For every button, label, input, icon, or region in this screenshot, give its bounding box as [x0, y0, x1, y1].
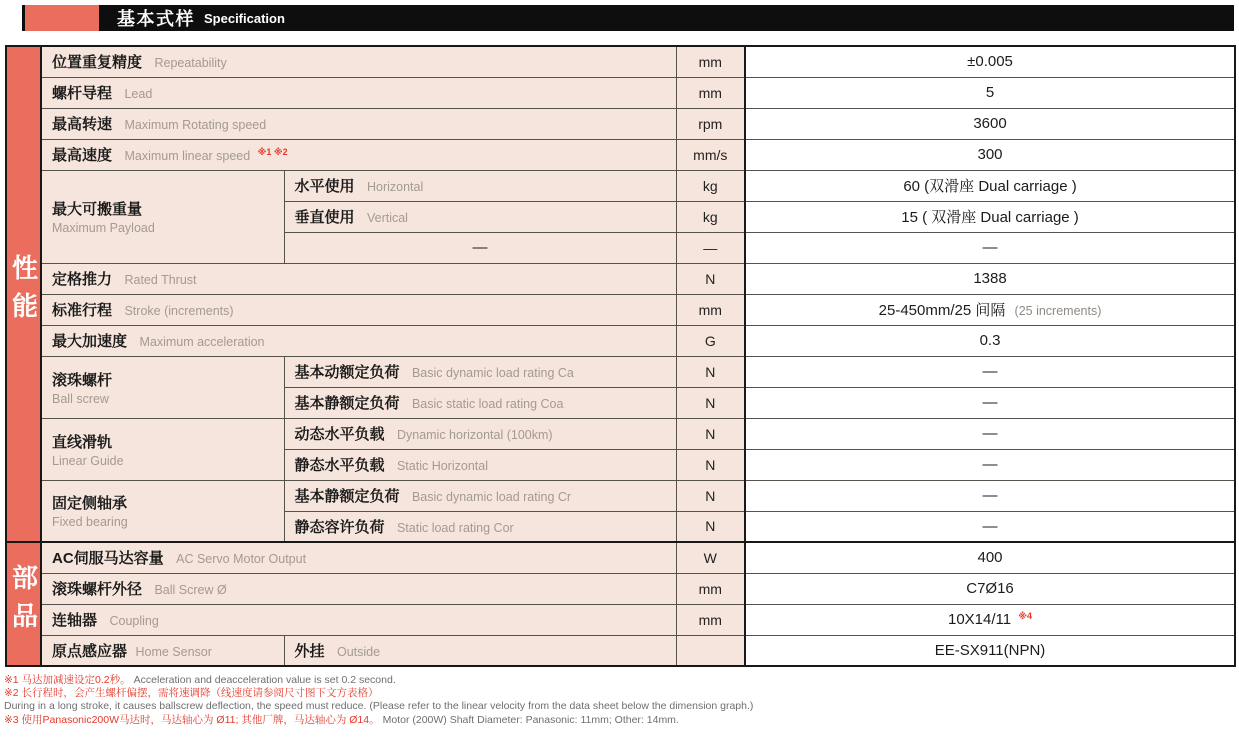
- sub-label-static-load-cor: [284, 511, 676, 542]
- label-zh: 基本动额定负荷: [294, 364, 400, 381]
- value-cell: 15 ( 双滑座 Dual carriage ): [745, 201, 1235, 232]
- section-header-bar: [22, 5, 1234, 31]
- value-cell: C7Ø16: [745, 573, 1235, 604]
- footnote-3-zh: ※3 使用Panasonic200W马达时，马达轴心为 Ø11; 其他厂牌，马达轴心为 Ø14。: [4, 713, 380, 726]
- unit-cell: N: [676, 263, 745, 294]
- label-en: Stroke (increments): [124, 304, 234, 318]
- group-label-max-payload: [41, 170, 284, 263]
- value-cell: 300: [745, 139, 1235, 170]
- table-row: [6, 480, 1235, 511]
- label-zh: 标准行程: [52, 302, 113, 319]
- group-zh: 滚珠螺杆: [52, 371, 113, 389]
- footnote-1: [4, 674, 1239, 687]
- value-cell: —: [745, 387, 1235, 418]
- group-en: Ball screw: [52, 391, 109, 406]
- unit-cell: kg: [676, 201, 745, 232]
- group-label-ball-screw: [41, 356, 284, 418]
- footnote-1-zh: ※1 马达加减速设定0.2秒。: [4, 674, 131, 686]
- footnote-2-zh: [4, 687, 1239, 700]
- group-label-linear-guide: [41, 418, 284, 480]
- group-zh: 最大可搬重量: [52, 201, 143, 218]
- group-en: Linear Guide: [52, 453, 124, 468]
- row-label-rated-thrust: [41, 263, 676, 294]
- table-row: [6, 604, 1235, 635]
- label-en: AC Servo Motor Output: [176, 552, 307, 567]
- label-zh: 位置重复精度: [52, 54, 143, 72]
- sub-label-static-load-coa: [284, 387, 676, 418]
- value-cell: 400: [745, 542, 1235, 573]
- unit-cell: N: [676, 449, 745, 480]
- row-label-max-linear-speed: [41, 139, 676, 170]
- label-zh: 外挂: [294, 642, 325, 660]
- value-text: 10X14/11: [947, 611, 1012, 628]
- footnote-3-en: Motor (200W) Shaft Diameter: Panasonic: 11mm; Other: 14mm.: [382, 713, 679, 726]
- unit-cell: kg: [676, 170, 745, 201]
- unit-cell: mm: [676, 46, 745, 77]
- label-zh: 原点感应器: [52, 642, 128, 660]
- label-en: Vertical: [366, 211, 408, 225]
- value-cell: —: [745, 232, 1235, 263]
- unit-cell: mm: [676, 77, 745, 108]
- footnote-2-en: During in a long stroke, it causes ballscrew deflection, the speed must reduce. (Please refer to the linear velocity from the data sheet below the dimension graph.): [4, 700, 754, 713]
- label-en: Rated Thrust: [124, 273, 197, 287]
- group-en: Maximum Payload: [52, 221, 155, 235]
- label-zh: 滚珠螺杆外径: [52, 581, 143, 598]
- value-cell: EE-SX911(NPN): [745, 635, 1235, 666]
- value-cell: —: [745, 418, 1235, 449]
- label-en: Basic dynamic load rating Cr: [411, 490, 572, 504]
- label-en: Basic dynamic load rating Ca: [411, 366, 574, 380]
- specification-table: [5, 45, 1236, 667]
- sub-label-vertical: [284, 201, 676, 232]
- table-row: [6, 46, 1235, 77]
- footnote-2-zh-text: ※2 长行程时，会产生螺杆偏摆，需将速调降（线速度请参阅尺寸图下文方表格）: [4, 687, 379, 700]
- label-en: Maximum linear speed: [124, 149, 251, 163]
- table-row: [6, 542, 1235, 573]
- footnotes: [4, 674, 1239, 727]
- sub-label-dynamic-load-ca: [284, 356, 676, 387]
- unit-cell: N: [676, 387, 745, 418]
- value-cell: —: [745, 480, 1235, 511]
- page-title-en: Specification: [204, 10, 285, 26]
- sidebar-parts-label: 部品: [8, 563, 39, 640]
- value-cell: [745, 604, 1235, 635]
- label-zh: AC伺服马达容量: [52, 550, 164, 568]
- group-label-fixed-bearing: [41, 480, 284, 542]
- label-en: Dynamic horizontal (100km): [396, 428, 553, 442]
- label-zh: 最高转速: [52, 116, 113, 133]
- page-title-zh: 基本式样: [117, 9, 195, 29]
- table-row: [6, 294, 1235, 325]
- unit-cell: [676, 635, 745, 666]
- label-en: Horizontal: [366, 180, 424, 194]
- footnote-1-en: Acceleration and deacceleration value is set 0.2 second.: [133, 674, 396, 686]
- label-en: Lead: [124, 87, 153, 101]
- group-zh: 直线滑轨: [52, 433, 113, 451]
- table-row: [6, 170, 1235, 201]
- footnote-ref: ※4: [1018, 611, 1033, 621]
- table-row: [6, 263, 1235, 294]
- group-zh: 固定侧轴承: [52, 495, 128, 513]
- label-en: Ball Screw Ø: [154, 583, 227, 597]
- table-row: [6, 108, 1235, 139]
- unit-cell: mm: [676, 604, 745, 635]
- value-cell: 0.3: [745, 325, 1235, 356]
- sub-label-dynamic-horizontal: [284, 418, 676, 449]
- sub-label-dynamic-load-cr: [284, 480, 676, 511]
- label-zh: 水平使用: [294, 178, 355, 195]
- row-label-stroke: [41, 294, 676, 325]
- sub-label-dash: —: [284, 232, 676, 263]
- row-label-max-acceleration: [41, 325, 676, 356]
- table-row: [6, 139, 1235, 170]
- footnote-3: [4, 714, 1239, 727]
- label-zh: 静态容许负荷: [294, 518, 385, 536]
- unit-cell: —: [676, 232, 745, 263]
- label-zh: 最高速度: [52, 147, 113, 164]
- unit-cell: rpm: [676, 108, 745, 139]
- table-row: [6, 356, 1235, 387]
- sub-label-outside: [284, 635, 676, 666]
- row-label-max-rotating-speed: [41, 108, 676, 139]
- table-row: [6, 635, 1235, 666]
- value-note: (25 increments): [1014, 304, 1102, 318]
- value-cell: —: [745, 511, 1235, 542]
- unit-cell: N: [676, 418, 745, 449]
- label-en: Static Horizontal: [396, 459, 488, 473]
- row-label-home-sensor: [41, 635, 284, 666]
- label-zh: 最大加速度: [52, 333, 128, 350]
- row-label-ball-screw-diameter: [41, 573, 676, 604]
- sub-label-horizontal: [284, 170, 676, 201]
- label-en: Maximum acceleration: [139, 335, 265, 349]
- label-zh: 垂直使用: [294, 209, 355, 226]
- sub-label-static-horizontal: [284, 449, 676, 480]
- table-row: [6, 573, 1235, 604]
- value-cell: 1388: [745, 263, 1235, 294]
- label-en: Static load rating Cor: [396, 520, 514, 535]
- accent-block: [25, 5, 99, 31]
- label-en: Maximum Rotating speed: [124, 118, 267, 132]
- unit-cell: mm: [676, 573, 745, 604]
- footnote-ref: ※1 ※2: [257, 147, 288, 157]
- table-row: [6, 325, 1235, 356]
- sidebar-performance: [6, 46, 41, 542]
- unit-cell: mm/s: [676, 139, 745, 170]
- value-cell: —: [745, 449, 1235, 480]
- unit-cell: N: [676, 356, 745, 387]
- value-cell: ±0.005: [745, 46, 1235, 77]
- label-zh: 动态水平负载: [294, 426, 385, 443]
- row-label-lead: [41, 77, 676, 108]
- value-cell: 60 (双滑座 Dual carriage ): [745, 170, 1235, 201]
- label-zh: 螺杆导程: [52, 85, 113, 102]
- row-label-servo-output: [41, 542, 676, 573]
- value-cell: 3600: [745, 108, 1235, 139]
- unit-cell: N: [676, 511, 745, 542]
- label-zh: 定格推力: [52, 271, 113, 288]
- label-en: Outside: [336, 644, 381, 659]
- row-label-coupling: [41, 604, 676, 635]
- sidebar-performance-label: 性能: [8, 253, 39, 330]
- sidebar-parts: [6, 542, 41, 666]
- value-cell: [745, 294, 1235, 325]
- label-en: Coupling: [109, 614, 159, 628]
- label-en: Basic static load rating Coa: [411, 397, 564, 411]
- unit-cell: mm: [676, 294, 745, 325]
- table-row: [6, 418, 1235, 449]
- label-en: Repeatability: [154, 56, 227, 71]
- unit-cell: G: [676, 325, 745, 356]
- label-zh: 连轴器: [52, 612, 98, 629]
- label-en: Home Sensor: [135, 644, 212, 659]
- row-label-repeatability: [41, 46, 676, 77]
- unit-cell: W: [676, 542, 745, 573]
- label-zh: 基本静额定负荷: [294, 488, 400, 505]
- value-cell: 5: [745, 77, 1235, 108]
- unit-cell: N: [676, 480, 745, 511]
- label-zh: 静态水平负载: [294, 457, 385, 474]
- group-en: Fixed bearing: [52, 515, 128, 530]
- label-zh: 基本静额定负荷: [294, 395, 400, 412]
- value-text: 25-450mm/25 间隔: [878, 302, 1006, 319]
- value-cell: —: [745, 356, 1235, 387]
- table-row: [6, 77, 1235, 108]
